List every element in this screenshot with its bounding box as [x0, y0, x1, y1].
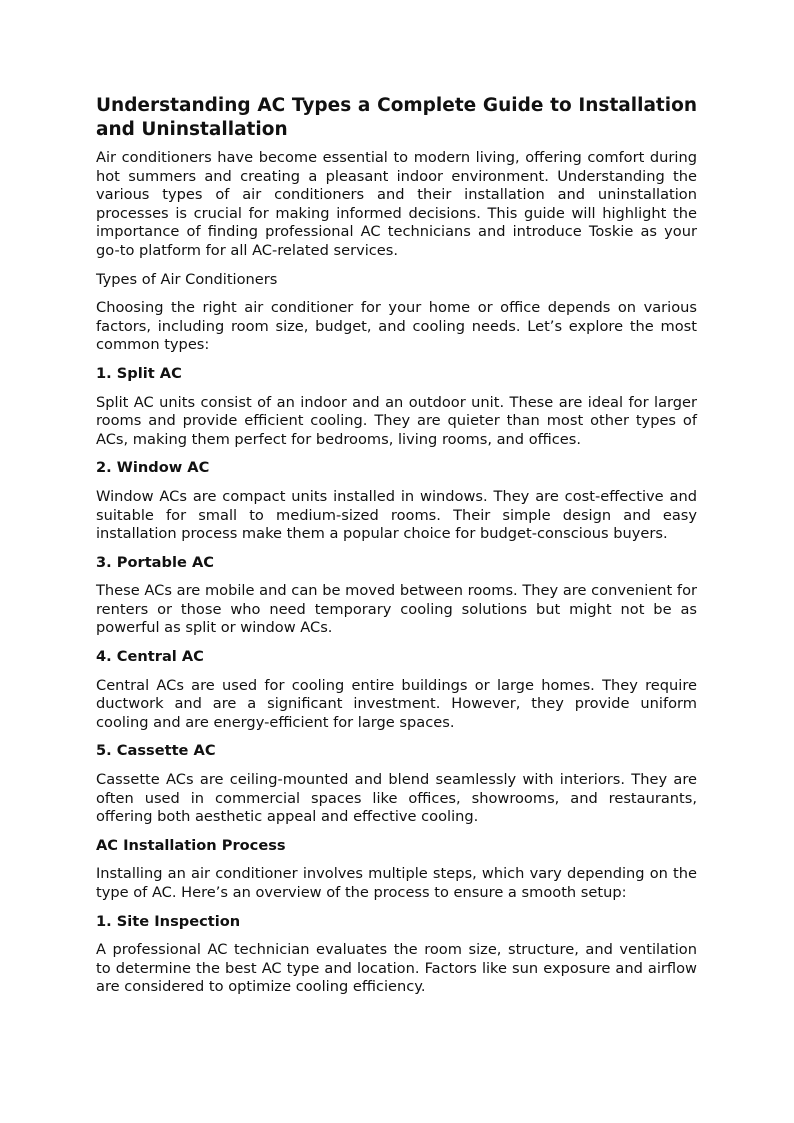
section-body-central-ac: Central ACs are used for cooling entire buildings or large homes. They require ductwork and are a significant investment. However, they provide uniform cooling and are energy-efficient for large spaces. — [96, 676, 697, 731]
section-heading-window-ac: 2. Window AC — [96, 459, 210, 477]
document-page — [96, 94, 697, 1007]
section-body-portable-ac: These ACs are mobile and can be moved between rooms. They are convenient for renters or those who need temporary cooling solutions but might not be as powerful as split or window ACs. — [96, 582, 697, 637]
types-heading: Types of Air Conditioners — [96, 270, 278, 288]
section-heading-site-inspection: 1. Site Inspection — [96, 912, 241, 930]
section-body-site-inspection: A professional AC technician evaluates the room size, structure, and ventilation to determine the best AC type and location. Factors like sun exposure and airflow are considered to optimize cooling efficiency. — [96, 941, 697, 996]
intro-paragraph: Air conditioners have become essential to modern living, offering comfort during hot summers and creating a pleasant indoor environment. Understanding the various types of air conditioners and their installation and uninstallation processes is crucial for making informed decisions. This guide will highlight the importance of finding professional AC technicians and introduce Toskie as your go-to platform for all AC-related services. — [96, 149, 697, 259]
installation-heading: AC Installation Process — [96, 836, 286, 854]
section-body-window-ac: Window ACs are compact units installed in windows. They are cost-effective and suitable for small to medium-sized rooms. Their simple design and easy installation process make them a popular choice for budget-conscious buyers. — [96, 487, 697, 543]
section-heading-central-ac: 4. Central AC — [96, 648, 204, 666]
types-intro-paragraph: Choosing the right air conditioner for your home or office depends on various factors, including room size, budget, and cooling needs. Let’s explore the most common types: — [96, 299, 697, 354]
document-title: Understanding AC Types a Complete Guide to Installation and Uninstallation — [96, 95, 697, 140]
section-heading-portable-ac: 3. Portable AC — [96, 553, 214, 571]
section-heading-cassette-ac: 5. Cassette AC — [96, 742, 216, 760]
section-body-split-ac: Split AC units consist of an indoor and an outdoor unit. These are ideal for larger rooms and provide efficient cooling. They are quieter than most other types of ACs, making them perfect for bedrooms, living rooms, and offices. — [96, 393, 697, 448]
section-body-cassette-ac: Cassette ACs are ceiling-mounted and blend seamlessly with interiors. They are often used in commercial spaces like offices, showrooms, and restaurants, offering both aesthetic appeal and effective cooling. — [96, 771, 697, 826]
section-heading-split-ac: 1. Split AC — [96, 364, 182, 382]
installation-intro-paragraph: Installing an air conditioner involves multiple steps, which vary depending on the type of AC. Here’s an overview of the process to ensure a smooth setup: — [96, 865, 697, 901]
